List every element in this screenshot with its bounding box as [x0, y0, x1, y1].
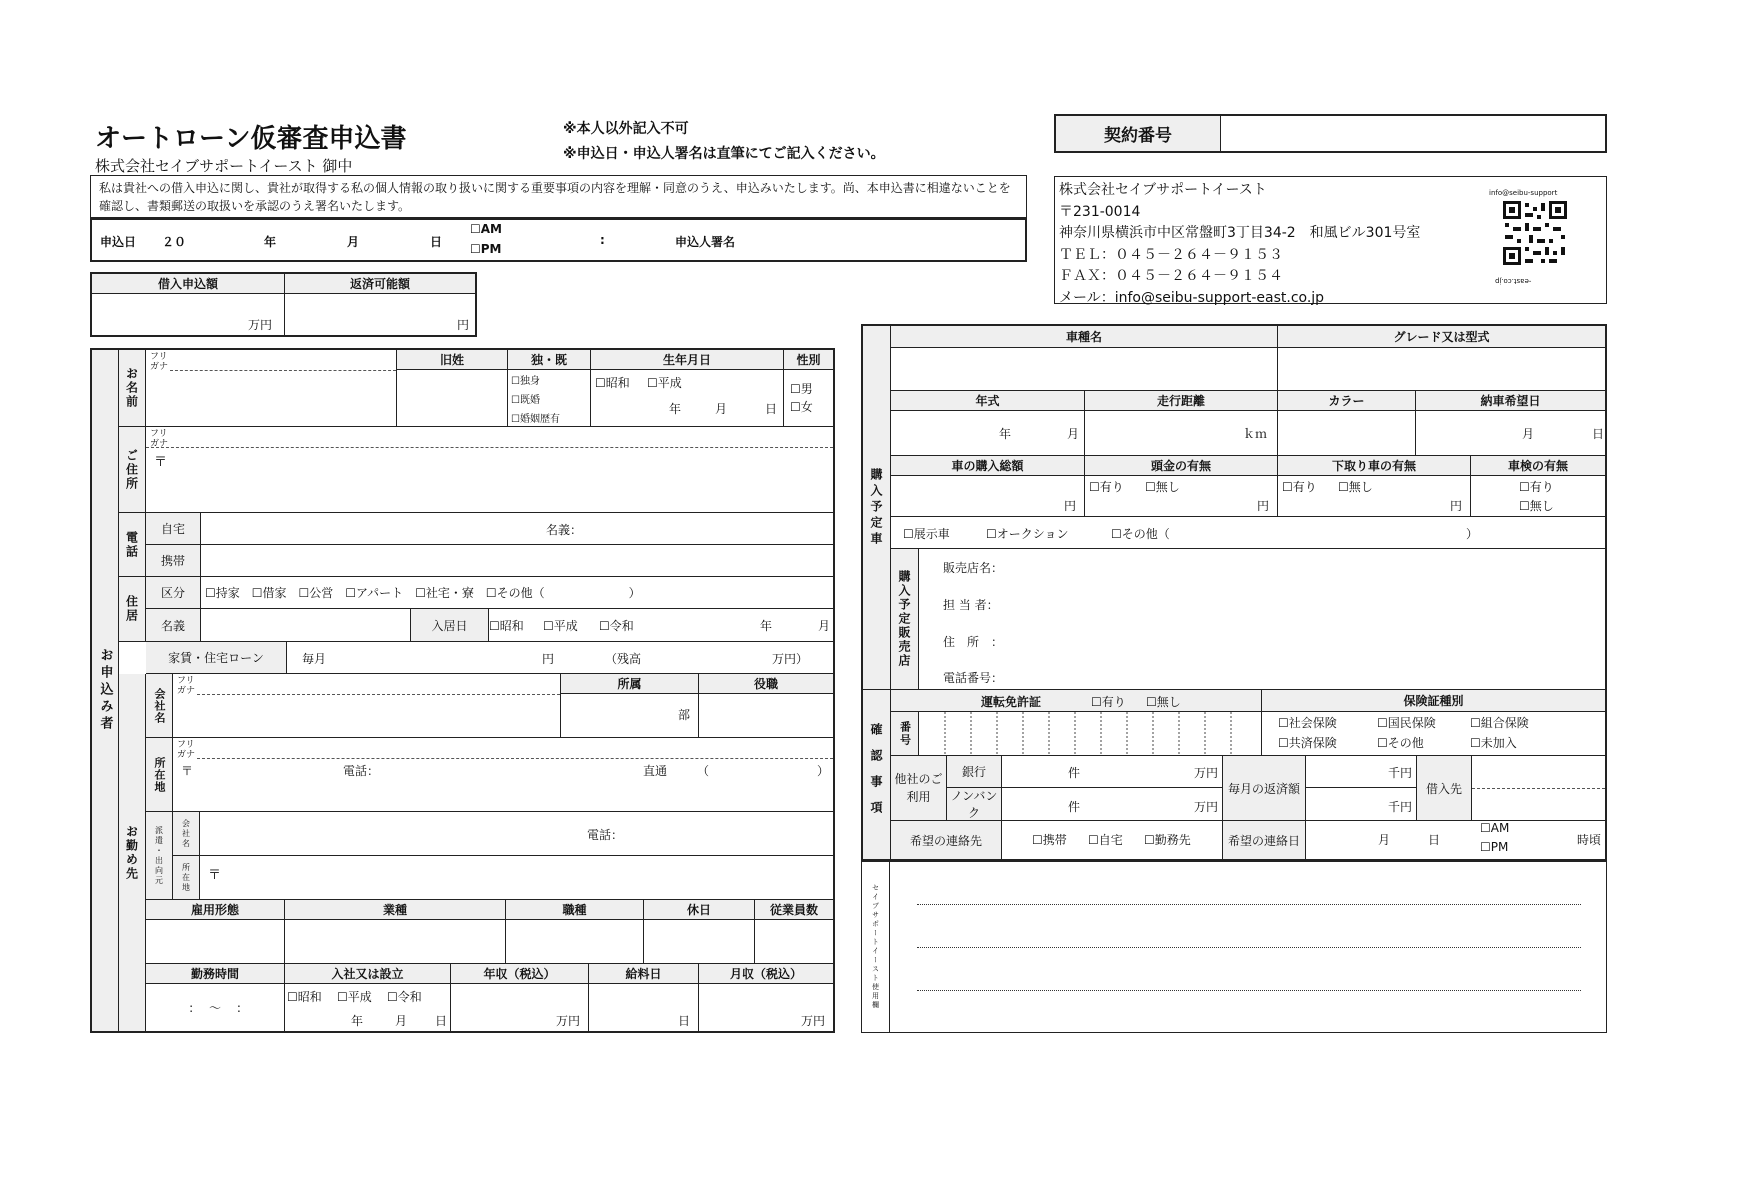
company-zip: 〒231-0014 — [1059, 203, 1141, 220]
work-section-label: お勤め先 — [119, 674, 146, 1031]
trade-in-label: 下取り車の有無 — [1278, 456, 1471, 476]
inspection-input[interactable] — [1471, 476, 1605, 517]
home-phone-input[interactable] — [201, 513, 833, 545]
lender-label: 借入先 — [1417, 756, 1472, 821]
move-in-label: 入居日 — [411, 609, 489, 642]
qr-code — [1485, 187, 1585, 287]
res-public[interactable]: ☐公営 — [298, 586, 334, 600]
old-name-label: 旧姓 — [397, 350, 508, 370]
payday-input[interactable] — [589, 984, 699, 1031]
borrow-amount-input[interactable] — [92, 294, 285, 335]
repay-amount-input[interactable] — [285, 294, 475, 335]
gender-label: 性別 — [784, 350, 833, 370]
application-date-row — [90, 218, 1027, 262]
office-line-2[interactable] — [917, 947, 1581, 948]
birth-month: 月 — [715, 402, 728, 416]
contact-time: 時頃 — [1576, 833, 1601, 847]
marital-label: 独・既 — [508, 350, 591, 370]
vehicle-source-row[interactable] — [891, 517, 1605, 549]
monthly-income-label: 月収（税込） — [699, 964, 833, 984]
work-company-input[interactable] — [173, 674, 561, 738]
address-label: ご住所 — [119, 427, 146, 513]
contact-am[interactable]: ☐AM — [1480, 821, 1510, 835]
grade-label: グレード又は型式 — [1278, 326, 1605, 348]
contact-day-input[interactable] — [1306, 821, 1605, 859]
total-price-input[interactable] — [891, 476, 1085, 517]
join-month: 月 — [395, 1014, 408, 1028]
total-price-unit: 円 — [1063, 499, 1076, 513]
source-showroom[interactable]: ☐展示車 — [903, 527, 950, 541]
marital-single[interactable]: ☐独身 — [511, 376, 540, 387]
company-tel: ＴＥＬ：０４５－２６４－９１５３ — [1059, 246, 1283, 263]
contact-pm[interactable]: ☐PM — [1480, 840, 1509, 854]
dealer-input[interactable] — [919, 549, 1605, 690]
tradein-no[interactable]: ☐無し — [1338, 480, 1373, 494]
old-name-input[interactable] — [397, 370, 508, 427]
work-phone-label: 電話： — [343, 764, 380, 778]
monthly-income-input[interactable] — [699, 984, 833, 1031]
join-reiwa[interactable]: ☐令和 — [387, 990, 422, 1004]
marital-married[interactable]: ☐既婚 — [511, 395, 540, 406]
bank-count: 件 — [1068, 766, 1081, 780]
ins-union[interactable]: ☐組合保険 — [1470, 716, 1529, 730]
rent-yen: 円 — [542, 652, 555, 666]
contract-number-input[interactable] — [1221, 116, 1605, 151]
contact-mobile[interactable]: ☐携帯 — [1032, 833, 1067, 847]
source-other-close: ） — [1466, 527, 1479, 541]
residence-label: 住居 — [119, 577, 146, 642]
company-address: 神奈川県横浜市中区常盤町3丁目34-2 和風ビル301号室 — [1059, 225, 1421, 241]
borrow-amount-label: 借入申込額 — [92, 274, 285, 294]
license-number-label: 番号 — [891, 712, 919, 756]
signature-label: 申込人署名 — [675, 235, 736, 249]
inspection-yes[interactable]: ☐有り — [1519, 480, 1554, 494]
color-label: カラー — [1278, 391, 1416, 411]
join-year: 年 — [351, 1014, 364, 1028]
dispatch-label: 派遣・出向元 — [146, 812, 173, 900]
delivery-month: 月 — [1522, 427, 1535, 441]
inspection-no[interactable]: ☐無し — [1519, 499, 1554, 513]
model-year-year: 年 — [999, 427, 1012, 441]
gender-female[interactable]: ☐女 — [790, 400, 813, 414]
move-in-year: 年 — [760, 619, 773, 633]
gender-options[interactable] — [784, 370, 833, 427]
car-name-label: 車種名 — [891, 326, 1278, 348]
work-company-furigana: フリガナ — [177, 676, 196, 696]
total-price-label: 車の購入総額 — [891, 456, 1085, 476]
payday-unit: 日 — [677, 1014, 690, 1028]
employment-type-label: 雇用形態 — [146, 900, 285, 920]
unit-man: 万円 — [247, 318, 272, 332]
contact-day-label: 希望の連絡日 — [1223, 821, 1306, 859]
mobile-phone-label: 携帯 — [146, 545, 201, 577]
dispatch-location-input[interactable] — [200, 856, 833, 900]
bank-man: 万円 — [1193, 766, 1218, 780]
res-other[interactable]: ☐その他（ ） — [485, 586, 641, 600]
tradein-yes[interactable]: ☐有り — [1282, 480, 1317, 494]
work-dept-input[interactable] — [561, 694, 699, 738]
confirm-section-label: 確認事項 — [863, 690, 891, 859]
license-label: 運転免許証 — [981, 695, 1042, 709]
company-mail: メール：info@seibu-support-east.co.jp — [1059, 289, 1325, 306]
license-number-grid — [919, 712, 1262, 756]
contact-month: 月 — [1378, 833, 1391, 847]
office-line-3[interactable] — [917, 990, 1581, 991]
industry-label: 業種 — [285, 900, 506, 920]
month-label: 月 — [347, 235, 360, 249]
repay-sen-2: 千円 — [1387, 800, 1412, 814]
monthly-repay-label: 毎月の返済額 — [1223, 756, 1306, 821]
employees-label: 従業員数 — [755, 900, 833, 920]
rent-monthly: 毎月 — [302, 652, 327, 666]
bank-label: 銀行 — [947, 756, 1002, 788]
mileage-input[interactable] — [1085, 411, 1278, 456]
residence-owner-input[interactable] — [201, 609, 411, 642]
model-year-label: 年式 — [891, 391, 1085, 411]
license-header — [891, 690, 1262, 712]
consent-text: 私は貴社への借入申込に関し、貴社が取得する私の個人情報の取り扱いに関する重要事項の内容を理解・同意のうえ、申込みいたします。尚、本申込書に相違ないことを確認し、書類郵送の取扱いを承認のうえ署名いたします。 — [90, 175, 1027, 218]
move-in-heisei[interactable]: ☐平成 — [543, 619, 578, 633]
dispatch-company-input[interactable] — [200, 812, 833, 856]
car-name-input[interactable] — [891, 348, 1278, 391]
amount-box — [90, 272, 477, 337]
dispatch-company-label: 会社名 — [173, 812, 200, 856]
name-label: お名前 — [119, 350, 146, 427]
work-location-label: 所在地 — [146, 738, 173, 812]
dispatch-zip: 〒 — [208, 868, 222, 883]
residence-category-label: 区分 — [146, 577, 201, 609]
birth-day: 日 — [765, 402, 778, 416]
vehicle-form — [861, 324, 1607, 861]
inspection-label: 車検の有無 — [1471, 456, 1605, 476]
delivery-date-input[interactable] — [1416, 411, 1605, 456]
res-rented[interactable]: ☐借家 — [251, 586, 287, 600]
insurance-label: 保険証種別 — [1262, 690, 1605, 712]
down-yes[interactable]: ☐有り — [1089, 480, 1124, 494]
nonbank-man: 万円 — [1193, 800, 1218, 814]
dealer-staff-label: 担 当 者： — [943, 598, 999, 612]
marital-options[interactable] — [508, 370, 591, 427]
day-label: 日 — [430, 235, 443, 249]
res-company[interactable]: ☐社宅・寮 — [415, 586, 474, 600]
mileage-label: 走行距離 — [1085, 391, 1278, 411]
rent-input[interactable] — [287, 642, 833, 674]
annual-income-unit: 万円 — [555, 1014, 580, 1028]
monthly-income-unit: 万円 — [800, 1014, 825, 1028]
work-hours-input[interactable]: : 〜 : — [146, 984, 285, 1031]
work-location-furigana: フリガナ — [177, 740, 196, 760]
insurance-options[interactable] — [1262, 712, 1605, 756]
payday-label: 給料日 — [589, 964, 699, 984]
contract-number-box — [1054, 114, 1607, 153]
era-20: ２０ — [162, 235, 187, 249]
annual-income-label: 年収（税込） — [451, 964, 589, 984]
color-input[interactable] — [1278, 411, 1416, 456]
employees-input[interactable] — [755, 920, 833, 964]
page-title: オートローン仮審査申込書 — [95, 124, 407, 154]
license-yes[interactable]: ☐有り — [1091, 695, 1126, 709]
down-no[interactable]: ☐無し — [1145, 480, 1180, 494]
res-apartment[interactable]: ☐アパート — [345, 586, 404, 600]
ins-none[interactable]: ☐未加入 — [1470, 736, 1517, 750]
repay-sen-1: 千円 — [1387, 766, 1412, 780]
birth-year: 年 — [669, 402, 682, 416]
occupation-input[interactable] — [506, 920, 644, 964]
dealer-address-label: 住 所 ： — [943, 635, 1004, 649]
nonbank-label: ノンバンク — [947, 788, 1002, 821]
address-zip-mark: 〒 — [154, 455, 168, 470]
marital-divorced[interactable]: ☐婚姻歴有 — [511, 414, 560, 425]
birthdate-input[interactable] — [591, 370, 784, 427]
office-line-1[interactable] — [917, 904, 1581, 905]
notice-handwriting: ※申込日・申込人署名は直筆にてご記入ください。 — [563, 146, 885, 162]
company-fax: ＦＡＸ：０４５－２６４－９１５４ — [1059, 268, 1283, 284]
res-owned[interactable]: ☐持家 — [205, 586, 240, 600]
down-unit: 円 — [1256, 499, 1269, 513]
join-date-label: 入社又は設立 — [285, 964, 451, 984]
delivery-day: 日 — [1592, 427, 1605, 441]
mobile-phone-input[interactable] — [201, 545, 833, 577]
applicant-section-label: お申込み者 — [92, 350, 119, 1031]
join-heisei[interactable]: ☐平成 — [337, 990, 372, 1004]
contact-home[interactable]: ☐自宅 — [1088, 833, 1123, 847]
model-year-month: 月 — [1067, 427, 1080, 441]
home-phone-label: 自宅 — [146, 513, 201, 545]
license-number-input[interactable] — [919, 712, 1262, 756]
join-day: 日 — [435, 1014, 448, 1028]
birthdate-label: 生年月日 — [591, 350, 784, 370]
residence-options[interactable] — [201, 577, 833, 609]
qr-code-icon — [1503, 201, 1567, 265]
source-other[interactable]: ☐その他（ — [1111, 527, 1170, 541]
contact-work[interactable]: ☐勤務先 — [1144, 833, 1191, 847]
holiday-input[interactable] — [644, 920, 755, 964]
mileage-unit: ｋｍ — [1242, 427, 1267, 441]
nonbank-input[interactable] — [1002, 788, 1223, 821]
vehicle-section-label: 購入予定車 — [863, 326, 891, 690]
bank-input[interactable] — [1002, 756, 1223, 788]
license-no[interactable]: ☐無し — [1146, 695, 1181, 709]
gender-male[interactable]: ☐男 — [790, 382, 813, 396]
phone-label: 電話 — [119, 513, 146, 577]
era-showa[interactable]: ☐昭和 — [595, 376, 630, 390]
work-dept-unit: 部 — [677, 708, 690, 722]
dealer-shop-label: 販売店名： — [943, 561, 1004, 575]
occupation-label: 職種 — [506, 900, 644, 920]
model-year-input[interactable] — [891, 411, 1085, 456]
work-company-label: 会社名 — [146, 674, 173, 738]
grade-input[interactable] — [1278, 348, 1605, 391]
move-in-input[interactable] — [489, 609, 833, 642]
office-use-label: セイブサポートイースト使用欄 — [862, 862, 890, 1032]
contact-method-options[interactable] — [1002, 821, 1223, 859]
unit-yen: 円 — [456, 318, 469, 332]
qr-caption-bottom: -east.co.jp — [1495, 277, 1532, 285]
delivery-date-label: 納車希望日 — [1416, 391, 1605, 411]
down-payment-label: 頭金の有無 — [1085, 456, 1278, 476]
pm-checkbox[interactable]: ☐PM — [470, 242, 502, 256]
down-payment-input[interactable] — [1085, 476, 1278, 517]
dealer-label: 購入予定販売店 — [891, 549, 919, 690]
addressee: 株式会社セイブサポートイースト 御中 — [95, 157, 353, 175]
contract-number-label: 契約番号 — [1056, 116, 1221, 151]
work-location-zip: 〒 — [181, 764, 194, 778]
home-phone-holder: 名義： — [546, 523, 583, 537]
ins-other[interactable]: ☐その他 — [1377, 736, 1424, 750]
annual-income-input[interactable] — [451, 984, 589, 1031]
residence-owner-label: 名義 — [146, 609, 201, 642]
ins-mutual[interactable]: ☐共済保険 — [1278, 736, 1337, 750]
rent-man: 万円） — [772, 652, 809, 666]
work-dept-label: 所属 — [561, 674, 699, 694]
move-in-month: 月 — [818, 619, 831, 633]
applicant-form — [90, 348, 835, 1033]
join-date-input[interactable] — [285, 984, 451, 1031]
work-location-input[interactable] — [173, 738, 833, 812]
contact-day: 日 — [1428, 833, 1441, 847]
nonbank-count: 件 — [1068, 800, 1081, 814]
rent-label: 家賃・住宅ローン — [146, 642, 287, 674]
employment-type-input[interactable] — [146, 920, 285, 964]
join-showa[interactable]: ☐昭和 — [287, 990, 322, 1004]
move-in-reiwa[interactable]: ☐令和 — [599, 619, 634, 633]
application-date-label: 申込日 — [100, 235, 137, 249]
work-direct-label: 直通 （ ） — [643, 764, 830, 778]
address-input[interactable] — [146, 427, 833, 513]
company-info-box — [1054, 176, 1607, 304]
tradein-unit: 円 — [1449, 499, 1462, 513]
company-name: 株式会社セイブサポートイースト — [1059, 182, 1267, 198]
ins-social[interactable]: ☐社会保険 — [1278, 716, 1337, 730]
other-loans-label: 他社のご利用 — [891, 756, 947, 821]
time-colon: : — [600, 233, 605, 247]
office-use-box — [861, 861, 1607, 1033]
am-checkbox[interactable]: ☐AM — [470, 222, 502, 236]
work-position-label: 役職 — [699, 674, 833, 694]
dispatch-phone-label: 電話： — [587, 828, 624, 842]
rent-balance: （残高 — [605, 652, 642, 666]
name-input[interactable] — [146, 350, 397, 427]
ins-national[interactable]: ☐国民保険 — [1377, 716, 1436, 730]
contact-method-label: 希望の連絡先 — [891, 821, 1002, 859]
qr-caption-top: info@seibu-support — [1489, 189, 1558, 197]
monthly-repay-2[interactable] — [1306, 788, 1417, 821]
monthly-repay-1[interactable] — [1306, 756, 1417, 788]
trade-in-input[interactable] — [1278, 476, 1471, 517]
dispatch-location-label: 所在地 — [173, 856, 200, 900]
source-auction[interactable]: ☐オークション — [986, 527, 1069, 541]
move-in-showa[interactable]: ☐昭和 — [489, 619, 524, 633]
furigana-label: フリガナ — [150, 352, 169, 372]
year-label: 年 — [264, 235, 277, 249]
work-position-input[interactable] — [699, 694, 833, 738]
era-heisei[interactable]: ☐平成 — [647, 376, 682, 390]
repay-amount-label: 返済可能額 — [285, 274, 475, 294]
work-hours-label: 勤務時間 — [146, 964, 285, 984]
address-furigana: フリガナ — [150, 429, 169, 449]
notice-self: ※本人以外記入不可 — [563, 121, 689, 137]
holiday-label: 休日 — [644, 900, 755, 920]
lender-input[interactable] — [1472, 756, 1605, 821]
dealer-phone-label: 電話番号： — [943, 671, 1004, 685]
industry-input[interactable] — [285, 920, 506, 964]
